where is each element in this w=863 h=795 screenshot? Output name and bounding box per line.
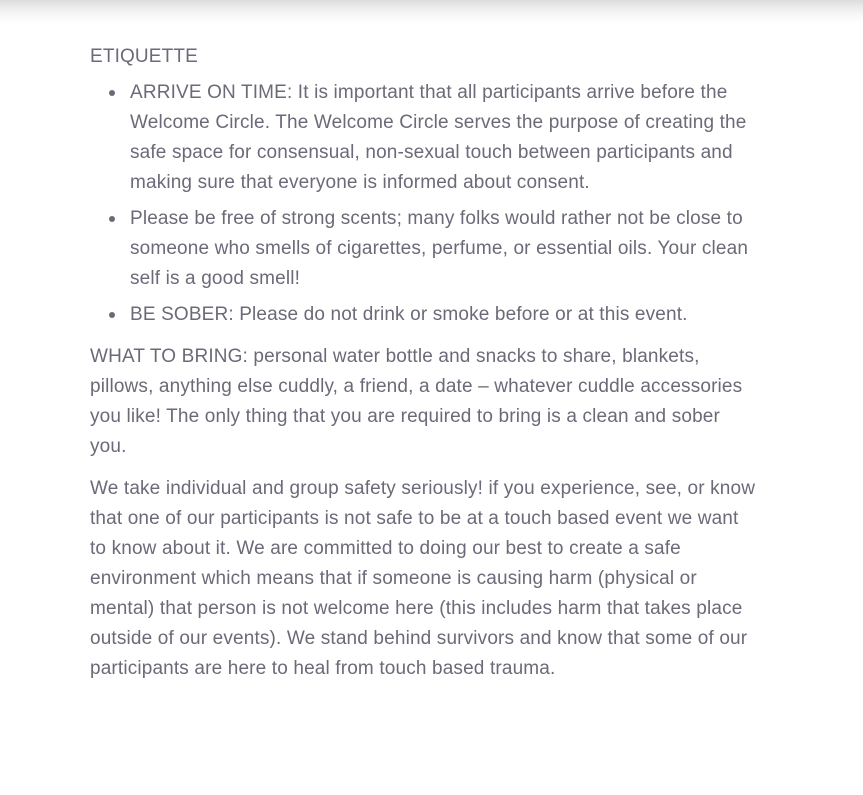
event-description: [90, 40, 760, 684]
bullet-dot-icon: [109, 90, 115, 96]
top-shadow-divider: [0, 0, 863, 24]
etiquette-list: [90, 78, 760, 330]
safety-paragraph: We take individual and group safety seriously! if you experience, see, or know that one of our participants is not safe to be at a touch based event we want to know about it. We are committed to doing our best to create a safe environment which means that if someone is causing harm (physical or mental) that person is not welcome here (this includes harm that takes place outside of our events). We stand behind survivors and know that some of our participants are here to heal from touch based trauma.: [90, 478, 756, 679]
what-to-bring-paragraph: WHAT TO BRING: personal water bottle and snacks to share, blankets, pillows, anything else cuddly, a friend, a date – whatever cuddle accessories you like! The only thing that you are required to bring is a clean and sober you.: [90, 346, 743, 457]
list-item: [130, 78, 760, 198]
list-item: [130, 300, 760, 330]
list-item-text: ARRIVE ON TIME: It is important that all participants arrive before the Welcome Circle. The Welcome Circle serves the purpose of creating the safe space for consensual, non-sexual touch between participants and making sure that everyone is informed about consent.: [130, 82, 747, 193]
bullet-dot-icon: [109, 216, 115, 222]
bullet-dot-icon: [109, 312, 115, 318]
list-item: [130, 204, 760, 294]
etiquette-heading: ETIQUETTE: [90, 46, 198, 67]
list-item-text: Please be free of strong scents; many folks would rather not be close to someone who smells of cigarettes, perfume, or essential oils. Your clean self is a good smell!: [130, 208, 749, 289]
list-item-text: BE SOBER: Please do not drink or smoke before or at this event.: [130, 304, 688, 325]
